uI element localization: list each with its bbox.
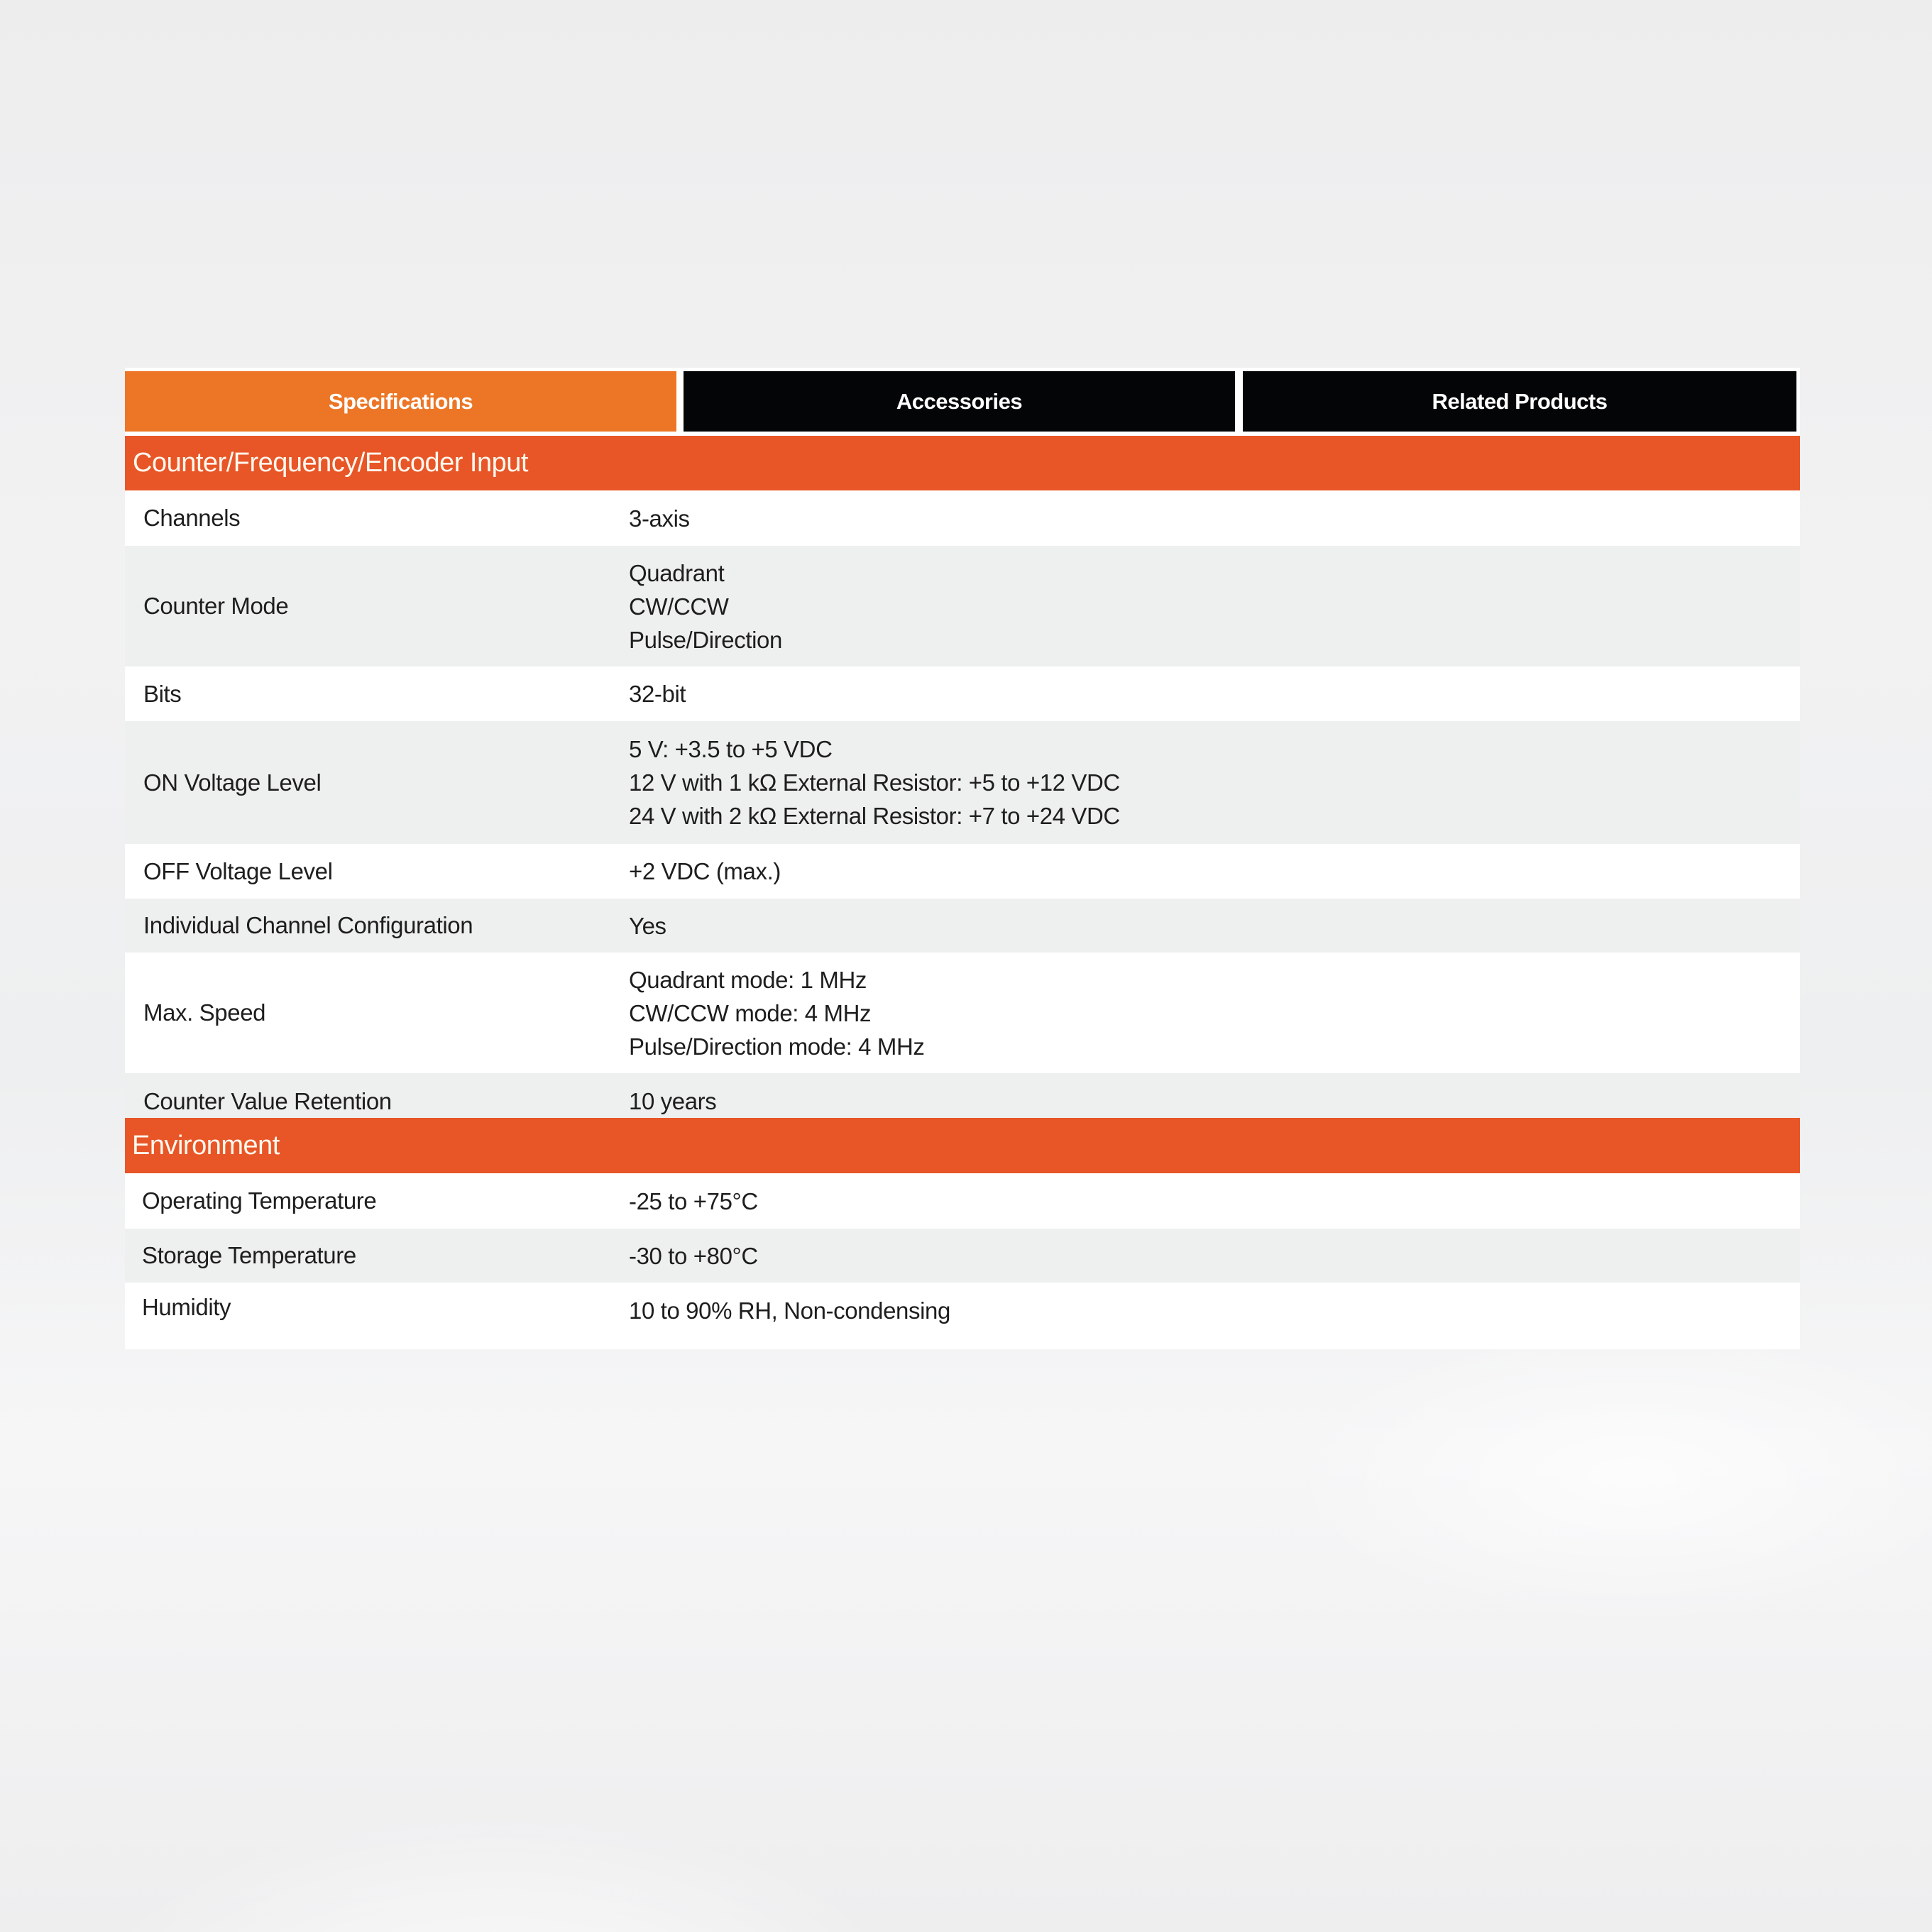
spec-value-line: 12 V with 1 kΩ External Resistor: +5 to +12 VDC	[629, 769, 1120, 796]
spec-value-line: Pulse/Direction mode: 4 MHz	[629, 1033, 925, 1060]
spec-value-line: Pulse/Direction	[629, 626, 782, 653]
spec-row-bits	[125, 666, 1800, 721]
spec-row-retention	[125, 1073, 1800, 1118]
spec-value	[629, 732, 1800, 833]
spec-value-line: Yes	[629, 912, 666, 939]
section-header-counter-input: Counter/Frequency/Encoder Input	[125, 436, 1800, 490]
spec-value	[629, 963, 1800, 1063]
spec-label: Storage Temperature	[142, 1242, 356, 1268]
spec-value	[629, 909, 1800, 943]
spec-label: Bits	[143, 680, 182, 707]
spec-value-line: Quadrant	[629, 559, 725, 586]
spec-row-individual-config	[125, 899, 1800, 953]
spec-row-humidity	[125, 1283, 1800, 1349]
spec-value	[629, 1085, 1800, 1118]
spec-label: Channels	[143, 505, 241, 531]
spec-label: Max. Speed	[143, 999, 266, 1026]
spec-label: Counter Mode	[143, 593, 289, 619]
spec-label: OFF Voltage Level	[143, 857, 333, 884]
spec-label: ON Voltage Level	[143, 769, 322, 796]
spec-row-max-speed	[125, 953, 1800, 1073]
spec-value-line: 10 to 90% RH, Non-condensing	[629, 1297, 950, 1324]
tab-related-products[interactable]: Related Products	[1243, 371, 1796, 432]
spec-value-line: 24 V with 2 kΩ External Resistor: +7 to +24 VDC	[629, 803, 1120, 829]
tab-accessories[interactable]: Accessories	[684, 371, 1235, 432]
spec-label: Operating Temperature	[142, 1187, 377, 1214]
spec-value	[629, 1185, 1800, 1218]
spec-label: Individual Channel Configuration	[143, 912, 473, 938]
spec-value-line: -25 to +75°C	[629, 1187, 758, 1214]
spec-value-line: Quadrant mode: 1 MHz	[629, 966, 867, 993]
spec-label: Humidity	[142, 1294, 231, 1320]
spec-row-channels	[125, 490, 1800, 546]
spec-row-counter-mode	[125, 546, 1800, 666]
tab-specifications[interactable]: Specifications	[125, 371, 676, 432]
spec-value	[629, 677, 1800, 710]
spec-value-line: 10 years	[629, 1088, 717, 1114]
spec-value-line: CW/CCW mode: 4 MHz	[629, 999, 872, 1026]
spec-value	[629, 1239, 1800, 1273]
spec-value-line: 3-axis	[629, 505, 690, 532]
spec-value	[629, 855, 1800, 888]
spec-label: Counter Value Retention	[143, 1088, 392, 1114]
section-header-environment: Environment	[125, 1118, 1800, 1173]
spec-value-line: +2 VDC (max.)	[629, 858, 781, 884]
spec-value	[629, 1294, 1800, 1327]
spec-value-line: 32-bit	[629, 681, 686, 707]
specs-table	[125, 436, 1800, 1349]
spec-row-off-voltage	[125, 844, 1800, 899]
spec-value	[629, 502, 1800, 535]
spec-row-storage-temp	[125, 1229, 1800, 1283]
spec-value-line: -30 to +80°C	[629, 1242, 758, 1269]
spec-row-on-voltage	[125, 721, 1800, 844]
specs-panel	[125, 368, 1800, 1349]
spec-value-line: CW/CCW	[629, 593, 729, 620]
spec-value-line: 5 V: +3.5 to +5 VDC	[629, 736, 833, 762]
spec-value	[629, 556, 1800, 657]
tab-bar	[125, 368, 1800, 436]
spec-row-operating-temp	[125, 1173, 1800, 1229]
